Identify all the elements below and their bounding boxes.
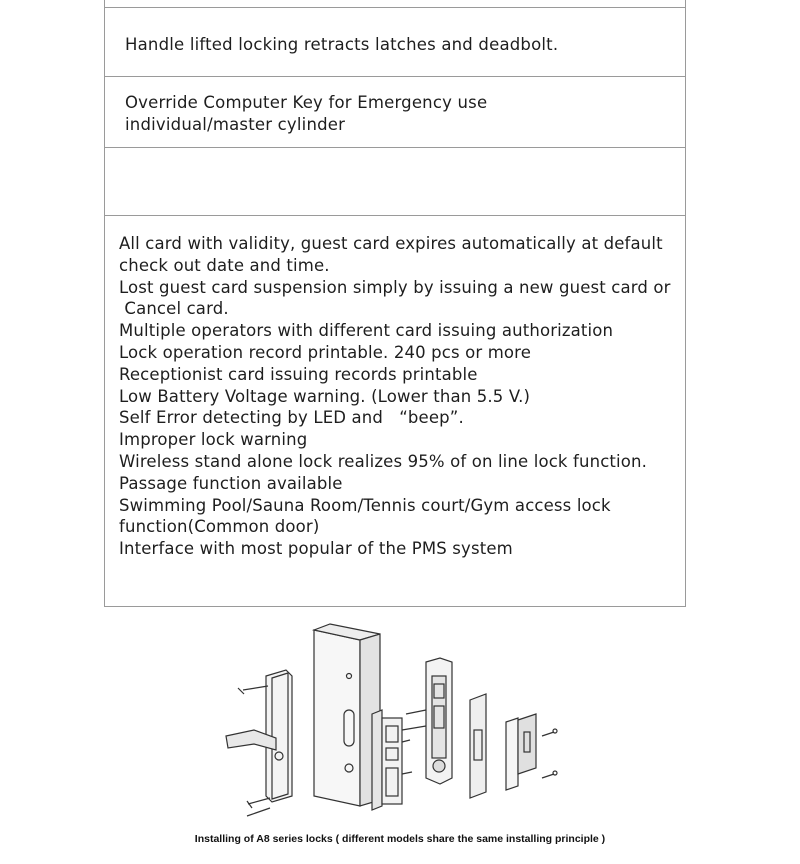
row-divider <box>105 7 685 8</box>
feature-list <box>119 233 671 560</box>
spec-table <box>104 0 686 607</box>
row-divider <box>105 215 685 216</box>
handle-spec: Handle lifted locking retracts latches and deadbolt. <box>125 35 559 54</box>
feature-item: All card with validity, guest card expires automatically at default <box>119 234 663 253</box>
feature-item: Lock operation record printable. 240 pcs or more <box>119 342 532 362</box>
feature-item: Self Error detecting by LED and “beep”. <box>119 408 464 428</box>
feature-item: Interface with most popular of the PMS system <box>119 539 513 559</box>
feature-item: check out date and time. <box>119 255 330 275</box>
feature-item: Low Battery Voltage warning. (Lower than 5.5 V.) <box>119 386 531 406</box>
feature-item: Wireless stand alone lock realizes 95% of on line lock function. <box>119 451 648 471</box>
row-divider <box>105 147 685 148</box>
inner-escutcheon <box>402 658 452 784</box>
feature-item: Passage function available <box>119 473 343 493</box>
feature-item: Swimming Pool/Sauna Room/Tennis court/Gym access lock <box>119 495 611 515</box>
outer-handle-escutcheon <box>226 670 292 816</box>
feature-item: Lost guest card suspension simply by issuing a new guest card or <box>119 277 671 297</box>
feature-item: function(Common door) <box>119 517 320 537</box>
strike-plate <box>506 714 557 790</box>
feature-item: Receptionist card issuing records printable <box>119 364 478 384</box>
override-spec-line2: individual/master cylinder <box>125 115 346 134</box>
row-divider <box>105 76 685 77</box>
strike-box <box>470 694 486 798</box>
door-slab <box>314 624 380 806</box>
installation-caption: Installing of A8 series locks ( different models share the same installing principle ) <box>194 833 606 845</box>
feature-item: Multiple operators with different card issuing authorization <box>119 321 614 341</box>
mortise-lock-body <box>372 710 412 810</box>
lock-installation-diagram <box>30 618 770 833</box>
override-spec-line1: Override Computer Key for Emergency use <box>125 93 488 112</box>
feature-item: Improper lock warning <box>119 430 308 450</box>
feature-item: Cancel card. <box>119 299 229 319</box>
